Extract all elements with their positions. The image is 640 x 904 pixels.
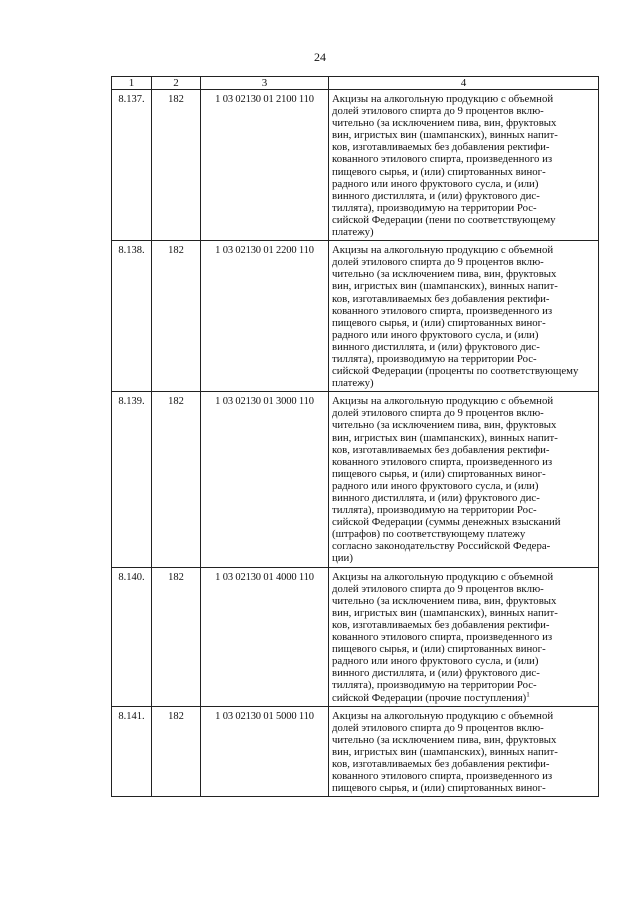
description-line: [332, 504, 596, 516]
row-number: 8.140.: [112, 567, 152, 706]
description-line: [332, 341, 596, 353]
description-line-text: платежу): [332, 377, 374, 390]
description-line-text: Акцизы на алкогольную продукцию с объемной: [332, 709, 554, 722]
table-row: [112, 706, 599, 797]
description-line-text: ков, изготавливаемых без добавления ректифи-: [332, 292, 550, 305]
description-line: [332, 93, 596, 105]
description-line-text: согласно законодательству Российской Федера-: [332, 540, 551, 553]
description-line: [332, 540, 596, 552]
description-line: [332, 734, 596, 746]
description-line-text: (штрафов) по соответствующему платежу: [332, 528, 526, 541]
description-line: [332, 317, 596, 329]
description-line: [332, 746, 596, 758]
description-line: [332, 516, 596, 528]
description-line-text: чительно (за исключением пива, вин, фруктовых: [332, 419, 557, 432]
description-line-text: долей этилового спирта до 9 процентов вклю-: [332, 721, 544, 734]
description-line-text: кованного этилового спирта, произведенного из: [332, 770, 553, 783]
description-line: [332, 365, 596, 377]
description-line-text: чительно (за исключением пива, вин, фруктовых: [332, 594, 557, 607]
description-line: [332, 141, 596, 153]
description-line-text: Акцизы на алкогольную продукцию с объемной: [332, 570, 554, 583]
description-line-text: долей этилового спирта до 9 процентов вклю-: [332, 582, 544, 595]
description-line-text: чительно (за исключением пива, вин, фруктовых: [332, 268, 557, 281]
row-number: 8.137.: [112, 90, 152, 241]
description-line-text: ков, изготавливаемых без добавления ректифи-: [332, 757, 550, 770]
description-line: [332, 117, 596, 129]
description-line-text: пищевого сырья, и (или) спиртованных виног-: [332, 165, 546, 178]
description-line-text: Акцизы на алкогольную продукцию с объемной: [332, 93, 554, 105]
table-row: [112, 392, 599, 567]
description-line-text: ков, изготавливаемых без добавления ректифи-: [332, 141, 550, 154]
description-line: [332, 419, 596, 431]
description-line: [332, 226, 596, 238]
description-line: [332, 607, 596, 619]
table-header-row: [112, 77, 599, 90]
description-line-text: Акцизы на алкогольную продукцию с объемной: [332, 244, 554, 257]
description-line-text: ции): [332, 552, 353, 565]
budget-classification-code: 1 03 02130 01 4000 110: [201, 567, 329, 706]
description-line-text: долей этилового спирта до 9 процентов вклю-: [332, 256, 544, 269]
description-line-text: сийской Федерации (проценты по соответствующему: [332, 365, 579, 378]
income-description: [329, 241, 599, 392]
description-line: [332, 377, 596, 389]
income-description: [329, 706, 599, 797]
income-description: [329, 567, 599, 706]
description-line-text: ков, изготавливаемых без добавления ректифи-: [332, 618, 550, 631]
column-header-3: 3: [201, 77, 329, 90]
description-line: [332, 268, 596, 280]
description-line-text: винного дистиллята, и (или) фруктового дис-: [332, 492, 540, 504]
description-line: [332, 244, 596, 256]
column-header-4: 4: [329, 77, 599, 90]
description-line: [332, 353, 596, 365]
description-line-text: вин, игристых вин (шампанских), винных напит-: [332, 431, 558, 444]
description-line-text: чительно (за исключением пива, вин, фруктовых: [332, 733, 557, 746]
budget-classification-code: 1 03 02130 01 3000 110: [201, 392, 329, 567]
description-line-text: вин, игристых вин (шампанских), винных напит-: [332, 280, 558, 293]
admin-code: 182: [152, 392, 201, 567]
admin-code: 182: [152, 567, 201, 706]
table-body: [112, 90, 599, 797]
description-line: [332, 432, 596, 444]
description-line-text: кованного этилового спирта, произведенного из: [332, 455, 553, 468]
description-line: [332, 782, 596, 794]
income-description: [329, 392, 599, 567]
description-line: [332, 710, 596, 722]
description-line: [332, 214, 596, 226]
description-line: [332, 552, 596, 564]
description-line: [332, 492, 596, 504]
income-description: [329, 90, 599, 241]
description-line-text: чительно (за исключением пива, вин, фруктовых: [332, 117, 557, 130]
table-row: [112, 567, 599, 706]
description-line: [332, 129, 596, 141]
description-line: [332, 619, 596, 631]
description-line-text: кованного этилового спирта, произведенного из: [332, 631, 553, 644]
column-header-1: 1: [112, 77, 152, 90]
description-line: [332, 770, 596, 782]
description-line: [332, 692, 596, 704]
description-line-text: радного или иного фруктового сусла, и (или): [332, 655, 539, 668]
description-line-text: вин, игристых вин (шампанских), винных напит-: [332, 745, 558, 758]
row-number: 8.139.: [112, 392, 152, 567]
description-line-text: сийской Федерации (прочие поступления): [332, 691, 527, 704]
description-line: [332, 105, 596, 117]
budget-classification-code: 1 03 02130 01 2100 110: [201, 90, 329, 241]
description-line-text: радного или иного фруктового сусла, и (или): [332, 177, 539, 190]
description-line: [332, 329, 596, 341]
description-line-text: тиллята), производимую на территории Рос-: [332, 201, 537, 214]
budget-classification-code: 1 03 02130 01 5000 110: [201, 706, 329, 797]
column-header-2: 2: [152, 77, 201, 90]
description-line-text: тиллята), производимую на территории Рос-: [332, 504, 537, 517]
description-line-text: сийской Федерации (пени по соответствующему: [332, 213, 556, 226]
description-line-text: тиллята), производимую на территории Рос-: [332, 352, 537, 365]
admin-code: 182: [152, 90, 201, 241]
description-line: [332, 256, 596, 268]
row-number: 8.141.: [112, 706, 152, 797]
description-line-text: кованного этилового спирта, произведенного из: [332, 153, 553, 166]
description-line: [332, 456, 596, 468]
description-line-text: вин, игристых вин (шампанских), винных напит-: [332, 606, 558, 619]
description-line: [332, 722, 596, 734]
description-line-text: радного или иного фруктового сусла, и (или): [332, 479, 539, 492]
description-line: [332, 758, 596, 770]
description-line: [332, 293, 596, 305]
description-line: [332, 202, 596, 214]
description-line: [332, 667, 596, 679]
description-line-text: пищевого сырья, и (или) спиртованных виног-: [332, 316, 546, 329]
description-line-text: ков, изготавливаемых без добавления ректифи-: [332, 443, 550, 456]
description-line-text: вин, игристых вин (шампанских), винных напит-: [332, 129, 558, 142]
description-line: [332, 190, 596, 202]
description-line-text: винного дистиллята, и (или) фруктового дис-: [332, 667, 540, 680]
description-line: [332, 679, 596, 691]
description-line: [332, 153, 596, 165]
description-line: [332, 280, 596, 292]
description-line-text: винного дистиллята, и (или) фруктового дис-: [332, 340, 540, 353]
budget-codes-table: [111, 76, 599, 797]
description-line-text: Акцизы на алкогольную продукцию с объемной: [332, 395, 554, 408]
description-line: [332, 178, 596, 190]
description-line: [332, 407, 596, 419]
footnote-mark: 1: [526, 691, 530, 698]
description-line-text: пищевого сырья, и (или) спиртованных виног-: [332, 467, 546, 480]
description-line-text: кованного этилового спирта, произведенного из: [332, 304, 553, 317]
description-line-text: пищевого сырья, и (или) спиртованных виног-: [332, 643, 546, 656]
description-line-text: платежу): [332, 226, 374, 239]
description-line-text: сийской Федерации (суммы денежных взысканий: [332, 516, 561, 529]
description-line-text: тиллята), производимую на территории Рос-: [332, 679, 537, 692]
description-line-text: пищевого сырья, и (или) спиртованных виног-: [332, 782, 546, 795]
description-line: [332, 595, 596, 607]
table-row: [112, 241, 599, 392]
description-line: [332, 631, 596, 643]
admin-code: 182: [152, 706, 201, 797]
description-line: [332, 655, 596, 667]
description-line-text: долей этилового спирта до 9 процентов вклю-: [332, 407, 544, 420]
description-line-text: долей этилового спирта до 9 процентов вклю-: [332, 105, 544, 118]
description-line-text: винного дистиллята, и (или) фруктового дис-: [332, 189, 540, 202]
description-line: [332, 480, 596, 492]
description-line-text: радного или иного фруктового сусла, и (или): [332, 328, 539, 341]
description-line: [332, 468, 596, 480]
description-line: [332, 583, 596, 595]
description-line: [332, 528, 596, 540]
page-number: 24: [314, 50, 326, 64]
description-line: [332, 444, 596, 456]
description-line: [332, 305, 596, 317]
table-row: [112, 90, 599, 241]
description-line: [332, 643, 596, 655]
row-number: 8.138.: [112, 241, 152, 392]
description-line: [332, 571, 596, 583]
admin-code: 182: [152, 241, 201, 392]
description-line: [332, 166, 596, 178]
description-line: [332, 395, 596, 407]
budget-classification-code: 1 03 02130 01 2200 110: [201, 241, 329, 392]
